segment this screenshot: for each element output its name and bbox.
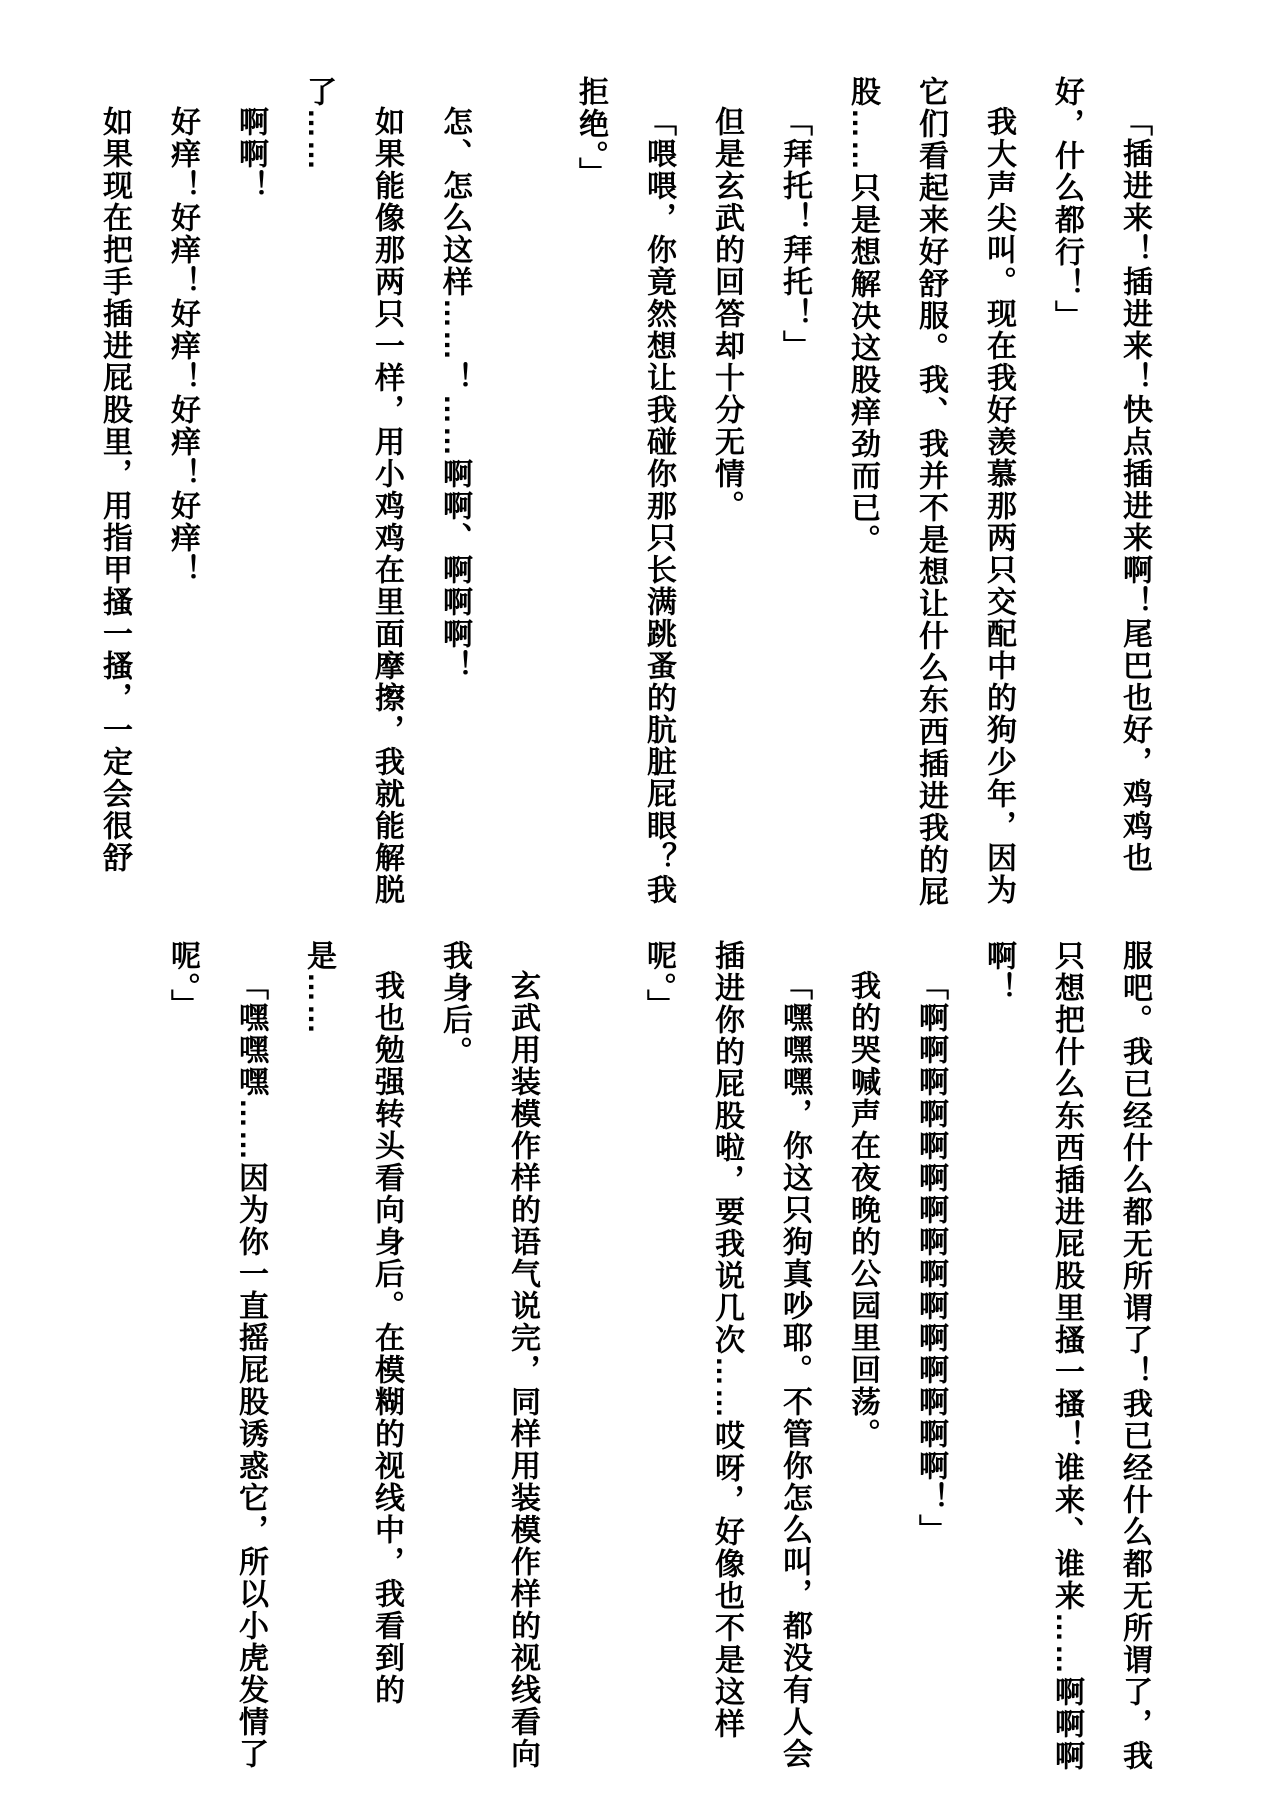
paragraph: 我也勉强转头看向身后。在模糊的视线中，我看到的是…… <box>302 940 403 1706</box>
paragraph: 「喂喂，你竟然想让我碰你那只长满跳蚤的肮脏屁眼？我拒绝。」 <box>574 76 675 906</box>
paragraph: 「嘿嘿嘿……因为你一直摇屁股诱惑它，所以小虎发情了呢。」 <box>166 940 267 1770</box>
paragraph: 但是玄武的回答却十分无情。 <box>710 106 743 522</box>
paragraph: 怎、怎么这样……！……啊啊、啊啊啊！ <box>438 106 471 682</box>
paragraph: 如果现在把手插进屁股里，用指甲搔一搔，一定会很舒 <box>98 106 131 874</box>
paragraph: 好痒！好痒！好痒！好痒！好痒！ <box>166 106 199 586</box>
text-band-bottom <box>80 940 1168 1772</box>
paragraph: 「啊啊啊啊啊啊啊啊啊啊啊啊啊啊啊！」 <box>914 970 947 1546</box>
paragraph: 「拜托！拜托！」 <box>778 106 811 362</box>
paragraph: 如果能像那两只一样，用小鸡鸡在里面摩擦，我就能解脱了…… <box>302 76 403 906</box>
paragraph: 「嘿嘿嘿，你这只狗真吵耶。不管你怎么叫，都没有人会插进你的屁股啦，要我说几次……哎呀，好像也不是这样呢。」 <box>642 940 811 1770</box>
paragraph: 啊啊！ <box>234 106 267 202</box>
paragraph: 「插进来！插进来！快点插进来啊！尾巴也好，鸡鸡也好，什么都行！」 <box>1050 76 1151 874</box>
paragraph: 玄武用装模作样的语气说完，同样用装模作样的视线看向我身后。 <box>438 940 539 1770</box>
paragraph: 我的哭喊声在夜晚的公园里回荡。 <box>846 970 879 1450</box>
text-band-top <box>80 76 1168 908</box>
paragraph: 我大声尖叫。现在我好羡慕那两只交配中的狗少年，因为它们看起来好舒服。我、我并不是想让什么东西插进我的屁股……只是想解决这股痒劲而已。 <box>846 76 1015 908</box>
paragraph: 服吧。我已经什么都无所谓了！我已经什么都无所谓了，我只想把什么东西插进屁股里搔一搔！谁来、谁来……啊啊啊啊！ <box>982 940 1151 1772</box>
